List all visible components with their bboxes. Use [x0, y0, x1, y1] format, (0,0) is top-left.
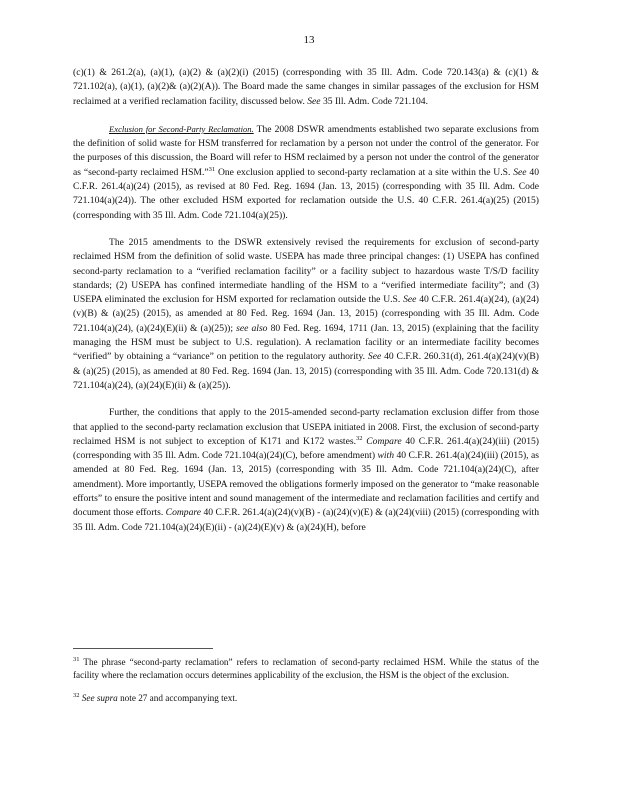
text-run: 40 C.F.R. 261.4(a)(24)(iii) (2015) (corresponding with 35 Ill. Adm. Code 721.104(a)(24)(C), before amendment) — [73, 435, 539, 462]
text-run: 40 C.F.R. 261.4(a)(24) (2015), as revised at 80 Fed. Reg. 1694 (Jan. 13, 2015) (corresponding with 35 Ill. Adm. Code 721.104(a)(24)). The other excluded HSM exported for reclamation outside the U.S. 40 C.F.R. 261.4(a)(25) (2015) (corresponding with 35 Ill. Adm. Code 721.104(a)(25)). — [73, 166, 539, 221]
citation-signal: Compare — [366, 435, 402, 447]
footnote-marker: 31 — [208, 165, 216, 173]
text-run: 40 C.F.R. 261.4(a)(24)(iii) (2015), as amended at 80 Fed. Reg. 1694 (Jan. 13, 2015) (corresponding with 35 Ill. Adm. Code 721.104(a)(24)(C), after amendment). More importantly, USEPA removed the obligations formerly imposed on the generator to “make reasonable efforts” to ensure the positive intent and sound management of the intermediate and reclamation facilities and certify and document those efforts. — [73, 450, 539, 519]
citation-signal: See — [403, 294, 417, 306]
text-run: One exclusion applied to second-party reclamation at a site within the U.S. — [215, 166, 514, 178]
paragraph — [73, 66, 539, 109]
citation-signal: See — [367, 351, 382, 363]
text-run: note 27 and accompanying text. — [117, 693, 238, 704]
footnote-marker: 31 — [73, 656, 80, 663]
footnote — [73, 692, 539, 705]
citation-signal: See — [513, 166, 527, 178]
text-run: The 2008 DSWR amendments established two separate exclusions from the definition of solid waste for HSM transferred for reclamation by a person not under the control of the generator. For the purposes of this discussion, the Board will refer to HSM reclaimed by a person not under the control of the generator as “second-party reclaimed HSM.” — [73, 123, 539, 178]
page-number: 13 — [303, 34, 315, 46]
citation-signal: Compare — [165, 507, 202, 519]
text-run: 35 Ill. Adm. Code 721.104. — [320, 95, 428, 107]
footnote-divider — [73, 648, 213, 649]
paragraph — [73, 122, 539, 223]
footnotes — [73, 656, 539, 716]
text-run: 40 C.F.R. 261.4(a)(24), (a)(24)(v)(B) & (a)(25) (2015), as amended at 80 Fed. Reg. 1694 (Jan. 13, 2015) (corresponding with 35 Ill. Adm. Code 721.104(a)(24), (a)(24)(E)(ii) & (a)(25)); — [73, 294, 539, 334]
section-heading: Exclusion for Second-Party Reclamation. — [109, 123, 254, 134]
footnote — [73, 656, 539, 682]
text-run: 40 C.F.R. 260.31(d), 261.4(a)(24)(v)(B) & (a)(25) (2015), as amended at 80 Fed. Reg. 1694 (Jan. 13, 2015) (corresponding with 35 Ill. Adm. Code 720.131(d) & 721.104(a)(24), (a)(24)(E)(ii) & (a)(25)). — [73, 351, 539, 391]
citation-signal: See — [307, 95, 321, 107]
text-run: The phrase “second-party reclamation” refers to reclamation of second-party reclaimed HSM. While the status of the facility where the reclamation occurs determines applicability of the exclusion, the HSM is the object of the exclusion. — [73, 657, 539, 681]
text-run: Further, the conditions that apply to the 2015-amended second-party reclamation exclusion differ from those that applied to the second-party reclamation exclusion that USEPA initiated in 2008. First, the exclusion of second-party reclaimed HSM is not subject to exception of K171 and K172 wastes. — [73, 407, 539, 447]
paragraph — [73, 236, 539, 393]
citation-signal: see also — [236, 322, 268, 334]
text-run: 80 Fed. Reg. 1694, 1711 (Jan. 13, 2015) (explaining that the facility managing the HSM must be subject to U.S. regulation). A reclamation facility or an intermediate facility becomes “verified” by obtaining a “variance” on petition to the regulatory authority. — [73, 322, 539, 363]
paragraph — [73, 406, 539, 535]
citation-signal: with — [377, 450, 395, 462]
footnote-marker: 32 — [356, 434, 363, 442]
text-run: (c)(1) & 261.2(a), (a)(1), (a)(2) & (a)(2)(i) (2015) (corresponding with 35 Ill. Adm. Code 720.143(a) & (c)(1) & 721.102(a), (a)(1), (a)(2)& (a)(2)(A)). The Board made the same changes in similar passages of the exclusion for HSM reclaimed at a verified reclamation facility, discussed below. — [73, 67, 539, 107]
text-run: 40 C.F.R. 261.4(a)(24)(v)(B) - (a)(24)(v)(E) & (a)(24)(viii) (2015) (corresponding with 35 Ill. Adm. Code 721.104(a)(24)(E)(ii) - (a)(24)(E)(v) & (a)(24)(H), before — [73, 507, 539, 533]
body-text — [73, 66, 539, 548]
citation-signal: See supra — [81, 693, 118, 704]
text-run: The 2015 amendments to the DSWR extensively revised the requirements for exclusion of second-party reclaimed HSM from the definition of solid waste. USEPA has made three principal changes: (1) USEPA has confined second-party reclamation to a “verified reclamation facility” or a facility subject to hazardous waste T/S/D facility standards; (2) USEPA has confined intermediate handling of the HSM to a “verified intermediate facility”; and (3) USEPA eliminated the exclusion for HSM exported for reclamation outside the U.S. — [73, 236, 539, 306]
footnote-marker: 32 — [73, 692, 80, 700]
